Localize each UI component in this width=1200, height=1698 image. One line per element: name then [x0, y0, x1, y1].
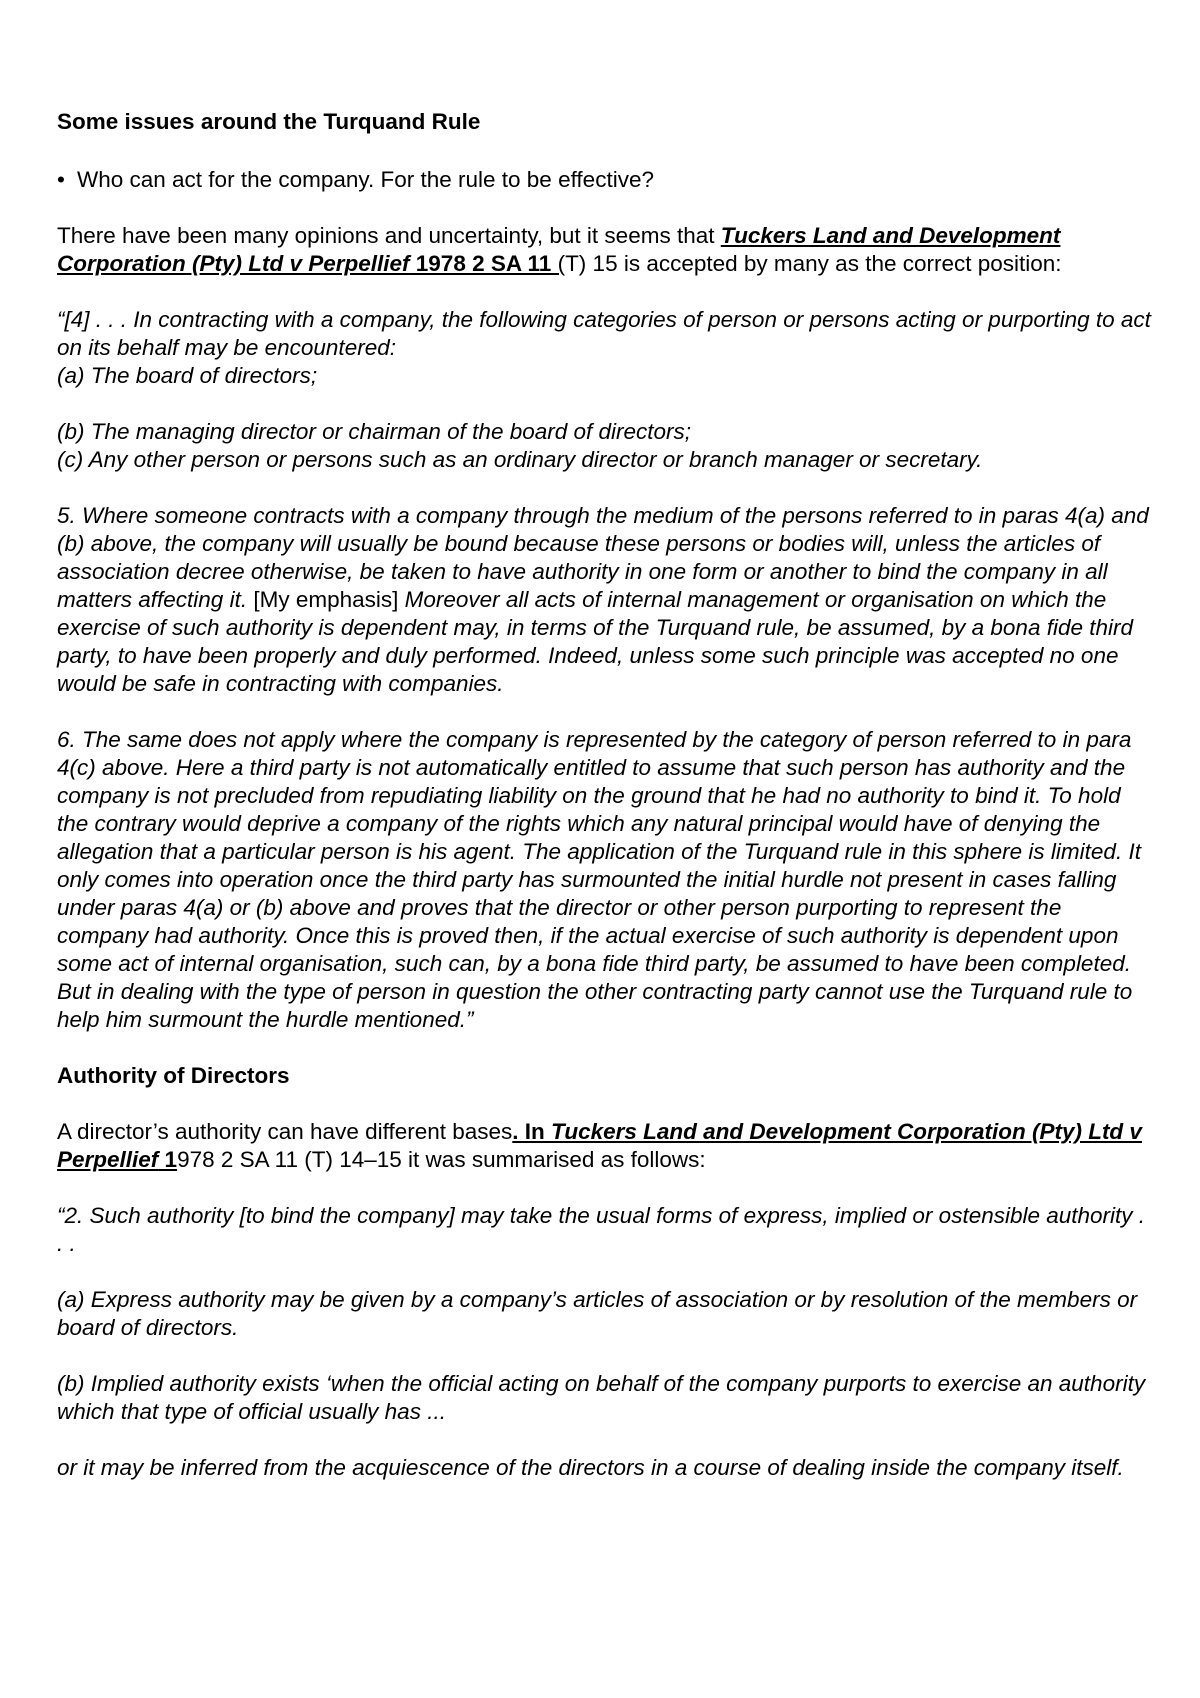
authority-lead: A director’s authority can have different bases: [57, 1119, 513, 1144]
case-citation-paren: (: [557, 251, 566, 276]
case-citation-ref[interactable]: 1978 2 SA 11: [409, 251, 558, 276]
category-item-a: (a) The board of directors;: [57, 363, 318, 388]
section-heading-authority: Authority of Directors: [57, 1063, 290, 1088]
authority-item-c: or it may be inferred from the acquiescence of the directors in a course of dealing inside the company itself.: [57, 1455, 1124, 1480]
bullet-item: [57, 166, 1157, 194]
category-item-b: (b) The managing director or chairman of the board of directors;: [57, 419, 692, 444]
document-page: [57, 108, 1157, 1482]
authority-citation-first[interactable]: 1: [158, 1147, 178, 1172]
authority-paragraph: [57, 1118, 1157, 1174]
paragraph-6: 6. The same does not apply where the company is represented by the category of person referred to in para 4(c) above. Here a third party is not automatically entitled to assume that such person has authority and the company is not precluded from repudiating liability on the ground that he had no authority to bind it. To hold the contrary would deprive a company of the rights which any natural principal would have of denying the allegation that a particular person is his agent. The application of the Turquand rule in this sphere is limited. It only comes into operation once the third party has surmounted the initial hurdle not present in cases falling under paras 4(a) or (b) above and proves that the director or other person purporting to represent the company had authority. Once this is proved then, if the actual exercise of such authority is dependent upon some act of internal organisation, such can, by a bona fide third party, be assumed to have been completed. But in dealing with the type of person in question the other contracting party cannot use the Turquand rule to help him surmount the hurdle mentioned.”: [57, 727, 1141, 1032]
authority-item-b: (b) Implied authority exists ‘when the official acting on behalf of the company purports to exercise an authority which that type of official usually has ...: [57, 1371, 1146, 1424]
section-heading-turquand: Some issues around the Turquand Rule: [57, 109, 481, 134]
quote-2: “2. Such authority [to bind the company] may take the usual forms of express, implied or ostensible authority . . .: [57, 1203, 1146, 1256]
authority-item-a: (a) Express authority may be given by a company’s articles of association or by resolution of the members or board of directors.: [57, 1287, 1138, 1340]
authority-case-link[interactable]: Tuckers Land and Development Corporation (Pty) Ltd v Perpellief: [57, 1119, 1142, 1172]
paragraph-5-part2: Moreover all acts of internal management or organisation on which the exercise of such authority is dependent may, in terms of the Turquand rule, be assumed, by a bona fide third party, to have been properly and duly performed. Indeed, unless some such principle was accepted no one would be safe in contracting with companies.: [57, 587, 1134, 696]
quote-intro: “[4] . . . In contracting with a company, the following categories of person or persons acting or purporting to act on its behalf may be encountered:: [57, 307, 1151, 360]
category-item-c: (c) Any other person or persons such as an ordinary director or branch manager or secretary.: [57, 447, 983, 472]
intro-paragraph: [57, 222, 1157, 278]
paragraph-5-part1: 5. Where someone contracts with a company through the medium of the persons referred to in paras 4(a) and (b) above, the company will usually be bound because these persons or bodies will, unless the articles of association decree otherwise, be taken to have authority in one form or another to bind the company in all matters affecting it.: [57, 503, 1149, 612]
authority-link-in[interactable]: . In: [512, 1119, 552, 1144]
bullet-text: Who can act for the company. For the rule to be effective?: [77, 167, 654, 192]
paragraph-5: [57, 502, 1157, 698]
intro-lead: There have been many opinions and uncertainty, but it seems that: [57, 223, 721, 248]
emphasis-note: [My emphasis]: [247, 587, 405, 612]
intro-tail: T) 15 is accepted by many as the correct position:: [565, 251, 1062, 276]
case-citation-link[interactable]: Tuckers Land and Development Corporation (Pty) Ltd v Perpellief: [57, 223, 1061, 276]
bullet-icon: •: [57, 167, 65, 192]
authority-tail: 978 2 SA 11 (T) 14–15 it was summarised as follows:: [177, 1147, 706, 1172]
